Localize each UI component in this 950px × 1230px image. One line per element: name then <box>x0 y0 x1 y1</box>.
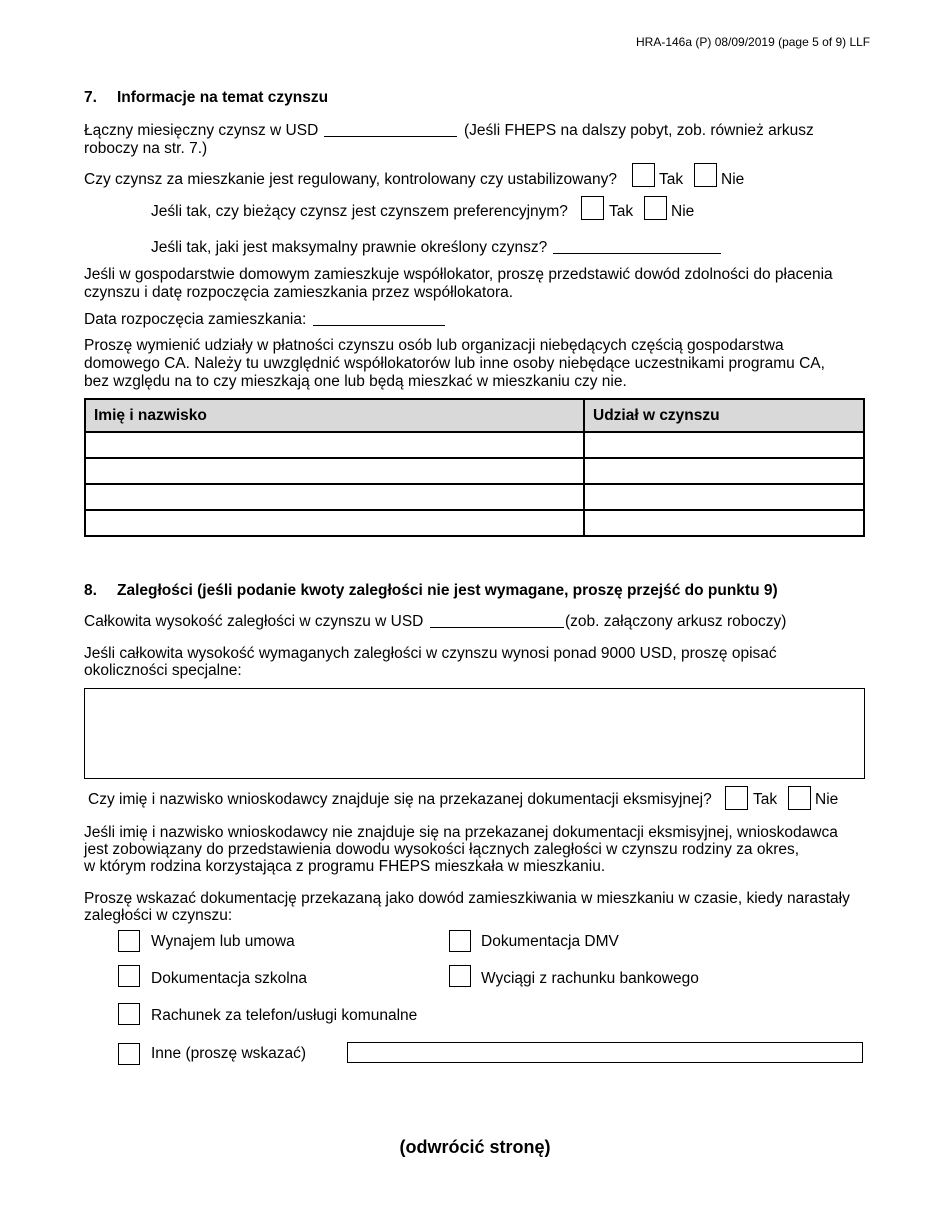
total-rent-label: Łączny miesięczny czynsz w USD <box>84 122 319 139</box>
doc-other-label: Inne (proszę wskazać) <box>151 1045 307 1062</box>
total-arrears-label: Całkowita wysokość zaległości w czynszu w USD <box>84 613 424 630</box>
doc-other-checkbox[interactable] <box>118 1043 140 1065</box>
preferential-no-checkbox[interactable] <box>644 196 667 220</box>
contrib-text-line2: domowego CA. Należy tu uwzględnić współlokatorów lub inne osoby niebędące uczestnikami programu CA, <box>84 355 825 372</box>
table-header-row <box>85 399 864 432</box>
total-arrears-field[interactable] <box>430 627 564 628</box>
section-7-number: 7. <box>84 89 97 106</box>
col-header-name: Imię i nazwisko <box>85 399 584 432</box>
max-legal-rent-field[interactable] <box>553 253 721 254</box>
max-legal-rent-question: Jeśli tak, jaki jest maksymalny prawnie określony czynsz? <box>151 239 548 256</box>
regulated-no-label: Nie <box>721 171 745 188</box>
docs-text-line2: zaległości w czynszu: <box>84 907 233 924</box>
doc-lease-label: Wynajem lub umowa <box>151 933 295 950</box>
roommate-text-line1: Jeśli w gospodarstwie domowym zamieszkuje współlokator, proszę przedstawić dowód zdolności do płacenia <box>84 266 833 283</box>
doc-bank-checkbox[interactable] <box>449 965 471 987</box>
regulated-no-checkbox[interactable] <box>694 163 717 187</box>
form-id: HRA-146a (P) 08/09/2019 (page 5 of 9) LLF <box>636 35 871 49</box>
start-date-field[interactable] <box>313 325 445 326</box>
contrib-text-line1: Proszę wymienić udziały w płatności czynszu osób lub organizacji niebędących częścią gospodarstwa <box>84 337 784 354</box>
table-row <box>85 458 864 484</box>
docs-text-line1: Proszę wskazać dokumentację przekazaną jako dowód zamieszkiwania w mieszkaniu w czasie, kiedy narastały <box>84 890 850 907</box>
special-text-line1: Jeśli całkowita wysokość wymaganych zaległości w czynszu wynosi ponad 9000 USD, proszę opisać <box>84 645 777 662</box>
total-rent-note-line2: roboczy na str. 7.) <box>84 140 208 157</box>
table-row <box>85 432 864 458</box>
regulated-question: Czy czynsz za mieszkanie jest regulowany, kontrolowany czy ustabilizowany? <box>84 171 617 188</box>
name-cell[interactable] <box>85 510 584 536</box>
total-rent-note-line1: (Jeśli FHEPS na dalszy pobyt, zob. również arkusz <box>464 122 814 139</box>
regulated-yes-label: Tak <box>659 171 684 188</box>
total-arrears-note: (zob. załączony arkusz roboczy) <box>565 613 787 630</box>
name-cell[interactable] <box>85 484 584 510</box>
roommate-text-line2: czynszu i datę rozpoczęcia zamieszkania przez współlokatora. <box>84 284 514 301</box>
section-7-title: Informacje na temat czynszu <box>117 89 329 106</box>
doc-utility-label: Rachunek za telefon/usługi komunalne <box>151 1007 418 1024</box>
col-header-share: Udział w czynszu <box>584 399 864 432</box>
turn-page-note: (odwrócić stronę) <box>399 1137 551 1157</box>
doc-bank-label: Wyciągi z rachunku bankowego <box>481 970 699 987</box>
eviction-no-label: Nie <box>815 791 839 808</box>
preferential-yes-checkbox[interactable] <box>581 196 604 220</box>
doc-other-input[interactable] <box>347 1042 863 1063</box>
doc-utility-checkbox[interactable] <box>118 1003 140 1025</box>
doc-lease-checkbox[interactable] <box>118 930 140 952</box>
regulated-yes-checkbox[interactable] <box>632 163 655 187</box>
eviction-question: Czy imię i nazwisko wnioskodawcy znajduje się na przekazanej dokumentacji eksmisyjnej? <box>88 791 712 808</box>
special-text-line2: okoliczności specjalne: <box>84 662 242 679</box>
table-row <box>85 510 864 536</box>
section-8-title: Zaległości (jeśli podanie kwoty zaległości nie jest wymagane, proszę przejść do punktu 9) <box>117 582 778 599</box>
total-rent-field[interactable] <box>324 136 457 137</box>
name-cell[interactable] <box>85 432 584 458</box>
rent-contributions-table <box>84 398 865 537</box>
preferential-yes-label: Tak <box>609 203 634 220</box>
eviction-yes-checkbox[interactable] <box>725 786 748 810</box>
preferential-question: Jeśli tak, czy bieżący czynsz jest czynszem preferencyjnym? <box>151 203 568 220</box>
doc-school-checkbox[interactable] <box>118 965 140 987</box>
preferential-no-label: Nie <box>671 203 695 220</box>
doc-school-label: Dokumentacja szkolna <box>151 970 307 987</box>
eviction-yes-label: Tak <box>753 791 778 808</box>
table-row <box>85 484 864 510</box>
eviction-no-checkbox[interactable] <box>788 786 811 810</box>
start-date-label: Data rozpoczęcia zamieszkania: <box>84 311 307 328</box>
contrib-text-line3: bez względu na to czy mieszkają one lub będą mieszkać w mieszkaniu czy nie. <box>84 373 627 390</box>
special-circumstances-textarea[interactable] <box>84 688 865 779</box>
doc-dmv-label: Dokumentacja DMV <box>481 933 619 950</box>
section-8-number: 8. <box>84 582 97 599</box>
share-cell[interactable] <box>584 432 864 458</box>
share-cell[interactable] <box>584 510 864 536</box>
share-cell[interactable] <box>584 484 864 510</box>
doc-dmv-checkbox[interactable] <box>449 930 471 952</box>
not-named-text-line3: w którym rodzina korzystająca z programu FHEPS mieszkała w mieszkaniu. <box>84 858 606 875</box>
not-named-text-line1: Jeśli imię i nazwisko wnioskodawcy nie znajduje się na przekazanej dokumentacji eksmisyjnej, wnioskodawca <box>84 824 838 841</box>
not-named-text-line2: jest zobowiązany do przedstawienia dowodu wysokości łącznych zaległości w czynszu rodziny za okres, <box>84 841 800 858</box>
share-cell[interactable] <box>584 458 864 484</box>
name-cell[interactable] <box>85 458 584 484</box>
